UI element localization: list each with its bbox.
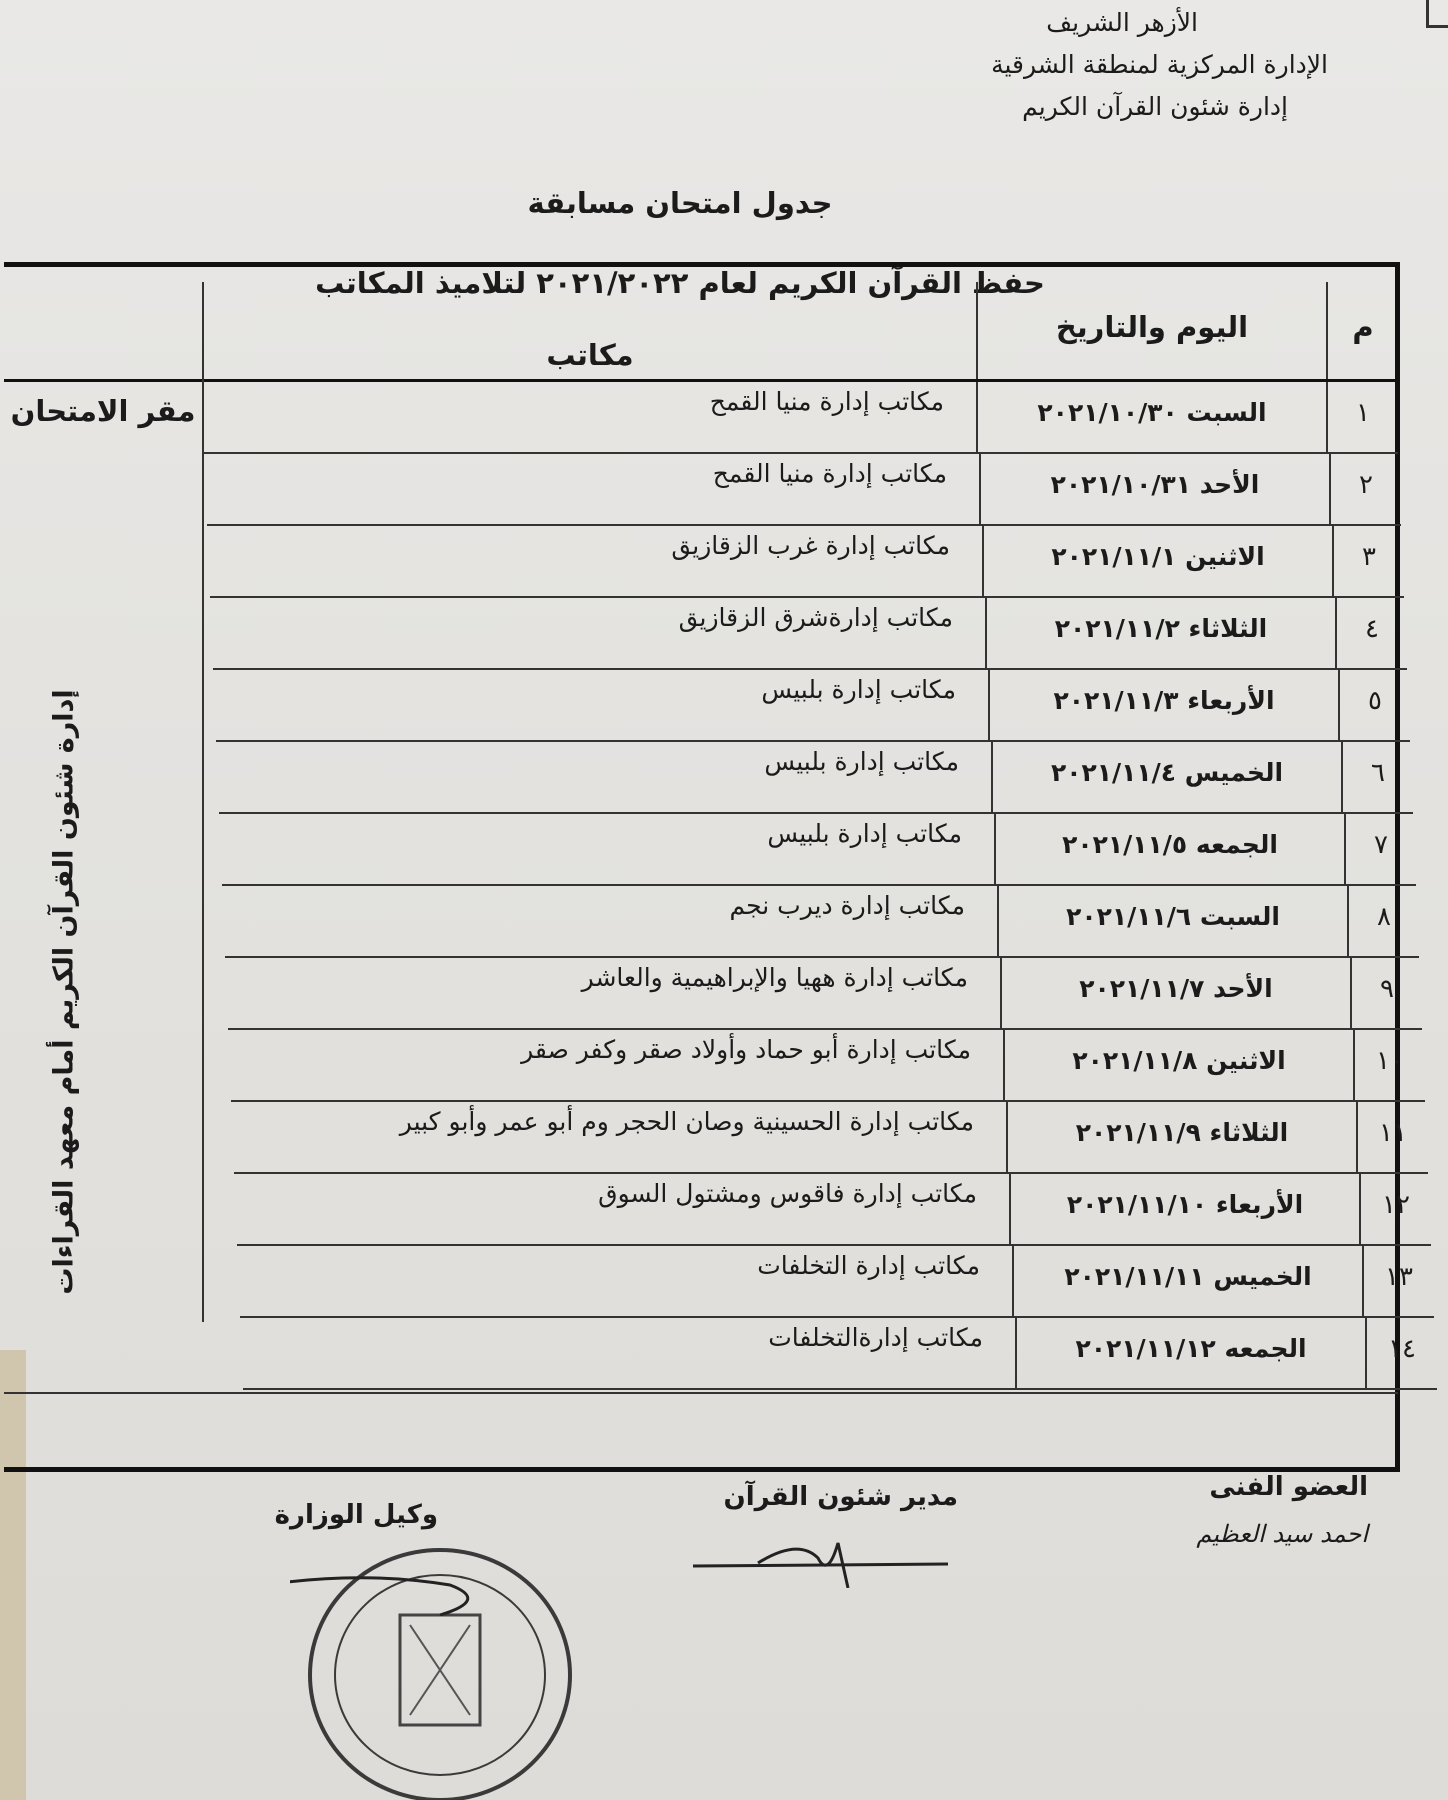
row-number: ١١ bbox=[1356, 1102, 1428, 1172]
row-day: الثلاثاء bbox=[1209, 1118, 1289, 1147]
row-day-date bbox=[991, 742, 1341, 812]
quran-director-title: مدير شئون القرآن bbox=[723, 1482, 958, 1512]
row-day-date bbox=[979, 454, 1329, 524]
row-number: ١ bbox=[1326, 382, 1398, 452]
official-seal-stamp bbox=[290, 1545, 590, 1800]
row-number: ٢ bbox=[1329, 454, 1401, 524]
venue-value: إدارة شئون القرآن الكريم أمام معهد القراءات bbox=[48, 689, 80, 1295]
row-day-date bbox=[1006, 1102, 1356, 1172]
row-offices: مكاتب إدارة بلبيس bbox=[764, 747, 959, 776]
row-date: ٢٠٢١/١١/٦ bbox=[1066, 902, 1192, 931]
row-day: الاثنين bbox=[1206, 1046, 1286, 1075]
row-date: ٢٠٢١/١١/١١ bbox=[1064, 1262, 1205, 1291]
row-offices: مكاتب إدارة التخلفات bbox=[757, 1251, 980, 1280]
row-day-date bbox=[1009, 1174, 1359, 1244]
row-number: ٦ bbox=[1341, 742, 1413, 812]
table-row bbox=[237, 1174, 1431, 1246]
row-day-date bbox=[1003, 1030, 1353, 1100]
row-date: ٢٠٢١/١٠/٣٠ bbox=[1037, 398, 1178, 427]
row-offices: مكاتب إدارة الحسينية وصان الحجر وم أبو عمر وأبو كبير bbox=[399, 1107, 974, 1136]
row-day-date bbox=[1012, 1246, 1362, 1316]
row-number: ١٤ bbox=[1365, 1318, 1437, 1388]
table-row bbox=[216, 670, 1410, 742]
header-line-quran-affairs: إدارة شئون القرآن الكريم bbox=[1022, 92, 1288, 121]
row-number: ١٠ bbox=[1353, 1030, 1425, 1100]
row-offices: مكاتب إدارةشرق الزقازيق bbox=[678, 603, 953, 632]
signature-quran-director bbox=[688, 1482, 958, 1588]
row-day: الجمعه bbox=[1224, 1334, 1307, 1363]
organization-header bbox=[808, 2, 1328, 128]
row-date: ٢٠٢١/١١/٥ bbox=[1062, 830, 1188, 859]
row-date: ٢٠٢١/١١/٧ bbox=[1079, 974, 1205, 1003]
row-offices: مكاتب إدارة فاقوس ومشتول السوق bbox=[598, 1179, 977, 1208]
row-day: الاثنين bbox=[1185, 542, 1265, 571]
row-number: ٧ bbox=[1344, 814, 1416, 884]
row-day-date bbox=[997, 886, 1347, 956]
table-row bbox=[204, 382, 1398, 454]
row-day: الأربعاء bbox=[1215, 1190, 1304, 1219]
row-day: الخميس bbox=[1213, 1262, 1312, 1291]
schedule-table-body bbox=[4, 382, 1416, 1468]
header-number: م bbox=[1326, 282, 1398, 379]
row-number: ٩ bbox=[1350, 958, 1422, 1028]
row-offices: مكاتب إدارة بلبيس bbox=[761, 675, 956, 704]
row-number: ٣ bbox=[1332, 526, 1404, 596]
row-day: الأحد bbox=[1199, 470, 1260, 499]
header-exam-venue: مقر الامتحان bbox=[4, 282, 204, 442]
header-line-central-admin: الإدارة المركزية لمنطقة الشرقية bbox=[991, 50, 1328, 79]
row-date: ٢٠٢١/١٠/٣١ bbox=[1050, 470, 1191, 499]
deputy-title: وكيل الوزارة bbox=[274, 1500, 438, 1530]
row-date: ٢٠٢١/١١/٩ bbox=[1075, 1118, 1201, 1147]
row-day: الأربعاء bbox=[1187, 686, 1275, 715]
table-row bbox=[222, 814, 1416, 886]
row-day-date bbox=[1015, 1318, 1365, 1388]
corner-mark bbox=[1426, 0, 1448, 28]
table-row bbox=[207, 454, 1401, 526]
document-title: جدول امتحان مسابقة bbox=[527, 186, 833, 220]
table-row bbox=[213, 598, 1407, 670]
row-day: الأحد bbox=[1213, 974, 1273, 1003]
table-row bbox=[240, 1246, 1434, 1318]
row-day: السبت bbox=[1199, 902, 1280, 931]
row-offices: مكاتب إدارة منيا القمح bbox=[712, 459, 947, 488]
header-day-date: اليوم والتاريخ bbox=[976, 282, 1326, 379]
row-day-date bbox=[988, 670, 1338, 740]
header-line-azhar: الأزهر الشريف bbox=[1046, 8, 1198, 37]
row-date: ٢٠٢١/١١/٣ bbox=[1053, 686, 1179, 715]
table-row bbox=[234, 1102, 1428, 1174]
signature-deputy bbox=[275, 1500, 438, 1530]
row-day-date bbox=[976, 382, 1326, 452]
row-number: ١٣ bbox=[1362, 1246, 1434, 1316]
technical-member-signature: احمد سيد العظيم bbox=[1196, 1520, 1368, 1548]
row-day-date bbox=[1000, 958, 1350, 1028]
row-date: ٢٠٢١/١١/١ bbox=[1051, 542, 1177, 571]
table-row bbox=[231, 1030, 1425, 1102]
row-offices: مكاتب إدارة أبو حماد وأولاد صقر وكفر صقر bbox=[521, 1035, 971, 1064]
row-date: ٢٠٢١/١١/٢ bbox=[1054, 614, 1180, 643]
row-offices: مكاتب إدارة ههيا والإبراهيمية والعاشر bbox=[581, 963, 968, 992]
row-day: الجمعه bbox=[1195, 830, 1278, 859]
table-row bbox=[225, 886, 1419, 958]
row-offices: مكاتب إدارة غرب الزقازيق bbox=[671, 531, 950, 560]
table-row bbox=[243, 1318, 1437, 1390]
row-number: ١٢ bbox=[1359, 1174, 1431, 1244]
director-signature-scribble bbox=[688, 1518, 958, 1588]
row-date: ٢٠٢١/١١/٤ bbox=[1050, 758, 1177, 787]
document-subtitle: حفظ القرآن الكريم لعام ٢٠٢١/٢٠٢٢ لتلاميذ المكاتب bbox=[315, 266, 1045, 300]
row-day-date bbox=[994, 814, 1344, 884]
technical-member-title: العضو الفنى bbox=[1209, 1472, 1368, 1502]
row-offices: مكاتب إدارةالتخلفات bbox=[768, 1323, 983, 1352]
row-number: ٥ bbox=[1338, 670, 1410, 740]
header-offices: مكاتب bbox=[546, 338, 634, 372]
table-row bbox=[219, 742, 1413, 814]
row-date: ٢٠٢١/١١/١٠ bbox=[1066, 1190, 1208, 1219]
row-offices: مكاتب إدارة ديرب نجم bbox=[729, 891, 965, 920]
table-empty-row bbox=[4, 1392, 1398, 1422]
row-date: ٢٠٢١/١١/٨ bbox=[1072, 1046, 1198, 1075]
table-row bbox=[210, 526, 1404, 598]
row-day-date bbox=[985, 598, 1335, 668]
row-number: ٨ bbox=[1347, 886, 1419, 956]
table-row bbox=[228, 958, 1422, 1030]
row-day: الثلاثاء bbox=[1188, 614, 1268, 643]
row-offices: مكاتب إدارة بلبيس bbox=[767, 819, 962, 848]
row-offices: مكاتب إدارة منيا القمح bbox=[709, 387, 944, 416]
row-date: ٢٠٢١/١١/١٢ bbox=[1075, 1334, 1216, 1363]
row-day: السبت bbox=[1186, 398, 1267, 427]
signature-technical-member bbox=[1196, 1472, 1368, 1548]
row-day-date bbox=[982, 526, 1332, 596]
row-day: الخميس bbox=[1184, 758, 1284, 787]
row-number: ٤ bbox=[1335, 598, 1407, 668]
